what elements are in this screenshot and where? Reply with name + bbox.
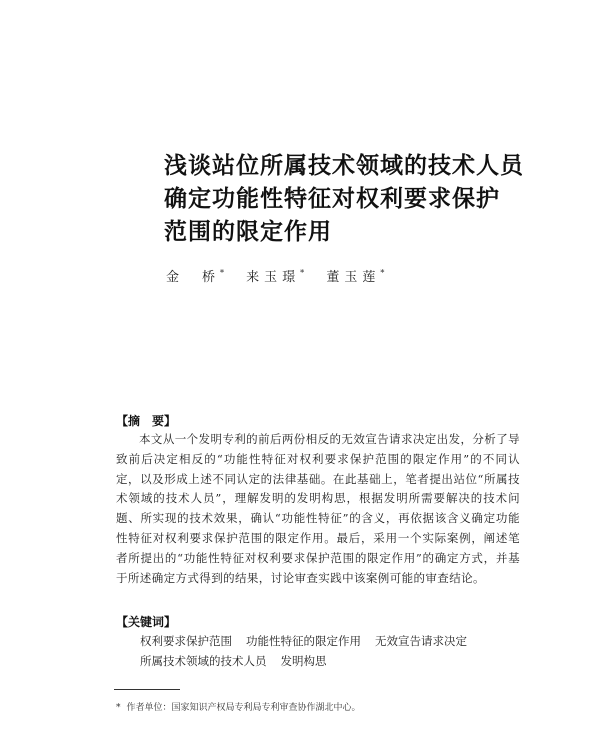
author-footnote-mark: * [220, 268, 225, 278]
title-line: 浅谈站位所属技术领域的技术人员 [164, 153, 524, 179]
keyword: 所属技术领域的技术人员 [140, 653, 267, 668]
author [166, 270, 224, 285]
author-footnote-mark: * [300, 268, 305, 278]
author-list [166, 266, 402, 285]
author-name: 金 桥 [166, 270, 221, 285]
article-title [164, 150, 564, 249]
author-name: 董玉莲 [326, 270, 381, 285]
keyword: 权利要求保护范围 [140, 634, 232, 648]
footnote-divider [114, 689, 180, 690]
author-name: 来玉璟 [246, 270, 301, 285]
keyword: 发明构思 [280, 653, 327, 668]
abstract-text: 本文从一个发明专利的前后两份相反的无效宣告请求决定出发，分析了导致前后决定相反的“功能性特征对权利要求保护范围的限定作用”的不同认定，以及形成上述不同认定的法律基础。在此基础上，笔者提出站位“所属技术领域的技术人员”，理解发明的发明构思，根据发明所需要解决的技术问题、所实现的技术效果，确认“功能性特征”的含义，再依据该含义确定功能性特征对权利要求保护范围的限定作用。最后，采用一个实际案例，阐述笔者所提出的“功能性特征对权利要求保护范围的限定作用”的确定方式，并基于所述确定方式得到的结果，讨论审查实践中该案例可能的审查结论。 [116, 432, 520, 585]
title-line: 范围的限定作用 [164, 219, 332, 245]
keyword: 功能性特征的限定作用 [246, 634, 361, 648]
abstract-heading: 【摘 要】 [116, 414, 177, 428]
title-line: 确定功能性特征对权利要求保护 [164, 186, 500, 212]
author [246, 270, 304, 285]
footnote-text: 作者单位：国家知识产权局专利局专利审查协作湖北中心。 [126, 703, 361, 713]
footnote [116, 700, 361, 713]
keywords-heading: 【关键词】 [116, 615, 177, 629]
keywords-list [116, 632, 520, 672]
keyword: 无效宣告请求决定 [375, 634, 467, 648]
author [326, 270, 384, 285]
author-footnote-mark: * [380, 268, 385, 278]
footnote-mark: * [116, 703, 121, 713]
